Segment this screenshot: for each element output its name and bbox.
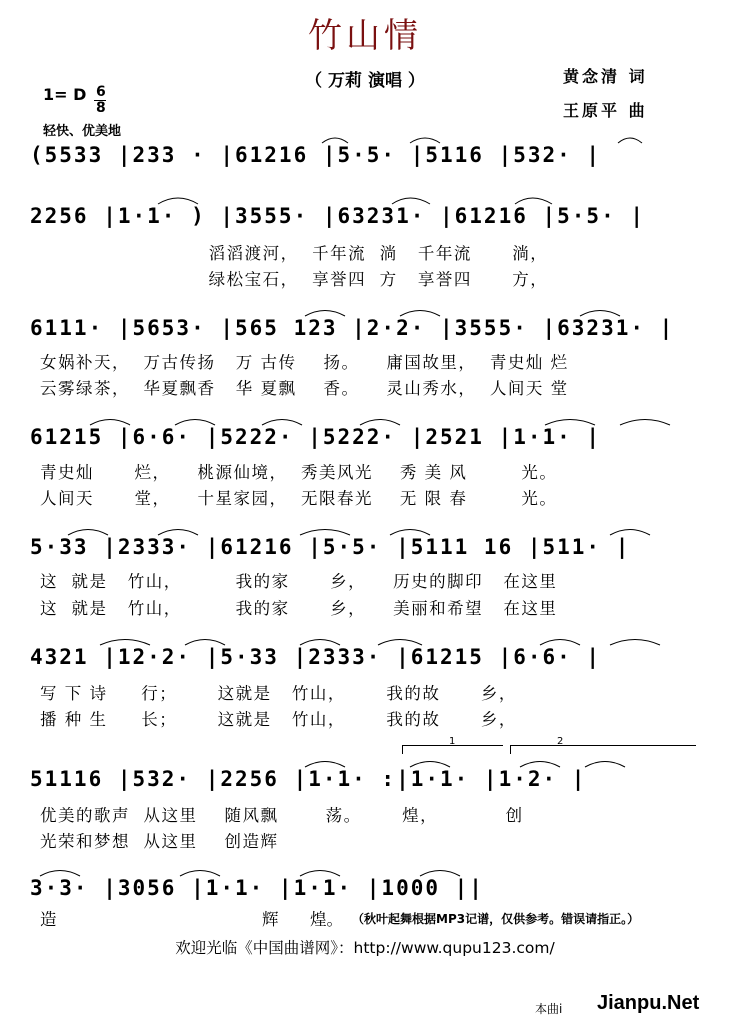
composer-credit: 王原平 曲 — [563, 101, 648, 120]
notation-line-4: 61215 |6·6· |5222· |5222· |2521 |1·1· | — [30, 425, 602, 449]
lyric-line-3b: 云雾绿茶， 华夏飘香 华 夏飘 香。 灵山秀水， 人间天 堂 — [40, 379, 569, 398]
volta-second-number: 2 — [557, 736, 564, 747]
notation-line-8: 3·3· |3056 |1·1· |1·1· |1000 || — [30, 876, 484, 900]
volta-first — [402, 736, 503, 754]
ending-lyrics — [40, 906, 350, 930]
volta-second — [510, 736, 696, 754]
lyric-line-3a: 女娲补天， 万古传扬 万 古传 扬。 庸国故里， 青史灿 烂 — [40, 353, 569, 372]
volta-first-number: 1 — [449, 736, 456, 747]
watermark-logo: Jianpu.Net — [597, 992, 700, 1014]
lyric-line-5b: 这 就是 竹山， 我的家 乡， 美丽和希望 在这里 — [40, 599, 558, 618]
lyric-line-4b: 人间天 堂， 十星家园， 无限春光 无 限 春 光。 — [40, 489, 558, 508]
notation-line-6: 4321 |12·2· |5·33 |2333· |61215 |6·6· | — [30, 645, 602, 669]
notation-line-5: 5·33 |2333· |61216 |5·5· |5111 16 |511· | — [30, 535, 631, 559]
lyric-line-6a: 写 下 诗 行； 这就是 竹山， 我的故 乡， — [40, 684, 517, 703]
key-signature: 1= D — [43, 85, 87, 104]
watermark-prefix: 本曲i — [535, 1002, 563, 1016]
notation-line-2: 2256 |1·1· ) |3555· |63231· |61216 |5·5· | — [30, 204, 646, 228]
ending-lyric-3: 煌。 — [310, 910, 343, 929]
meter-numerator: 6 — [96, 84, 106, 100]
lyric-line-5a: 这 就是 竹山， 我的家 乡， 历史的脚印 在这里 — [40, 572, 558, 591]
ending-lyric-1: 造 — [40, 910, 57, 929]
song-title: 竹山情 — [308, 16, 422, 56]
notation-line-1: (5533 |233 · |61216 |5·5· |5116 |532· | — [30, 143, 602, 167]
meter-denominator: 8 — [96, 100, 106, 116]
transcription-note: （秋叶起舞根据MP3记谱，仅供参考。错误请指正。） — [352, 912, 640, 926]
lyric-line-2a: 滔滔渡河， 千年流 淌 千年流 淌， — [40, 244, 549, 263]
lyric-line-7b: 光荣和梦想 从这里 创造辉 — [40, 832, 279, 851]
lyricist-credit: 黄念清 词 — [563, 67, 648, 86]
ending-lyric-2: 辉 — [262, 910, 279, 929]
lyric-line-2b: 绿松宝石， 享誉四 方 享誉四 方， — [40, 270, 549, 289]
lyric-line-7a: 优美的歌声 从这里 随风飘 荡。 煌， 创 — [40, 806, 524, 825]
singer-credit: （ 万莉 演唱 ） — [305, 71, 425, 91]
notation-line-3: 6111· |5653· |565 123 |2·2· |3555· |63231· | — [30, 316, 675, 340]
lyric-line-6b: 播 种 生 长； 这就是 竹山， 我的故 乡， — [40, 710, 517, 729]
tempo-marking: 轻快、优美地 — [43, 124, 122, 139]
lyric-line-4a: 青史灿 烂， 桃源仙境， 秀美风光 秀 美 风 光。 — [40, 463, 558, 482]
site-footer: 欢迎光临《中国曲谱网》：http://www.qupu123.com/ — [175, 939, 555, 957]
notation-line-7: 51116 |532· |2256 |1·1· :|1·1· |1·2· | — [30, 767, 587, 791]
